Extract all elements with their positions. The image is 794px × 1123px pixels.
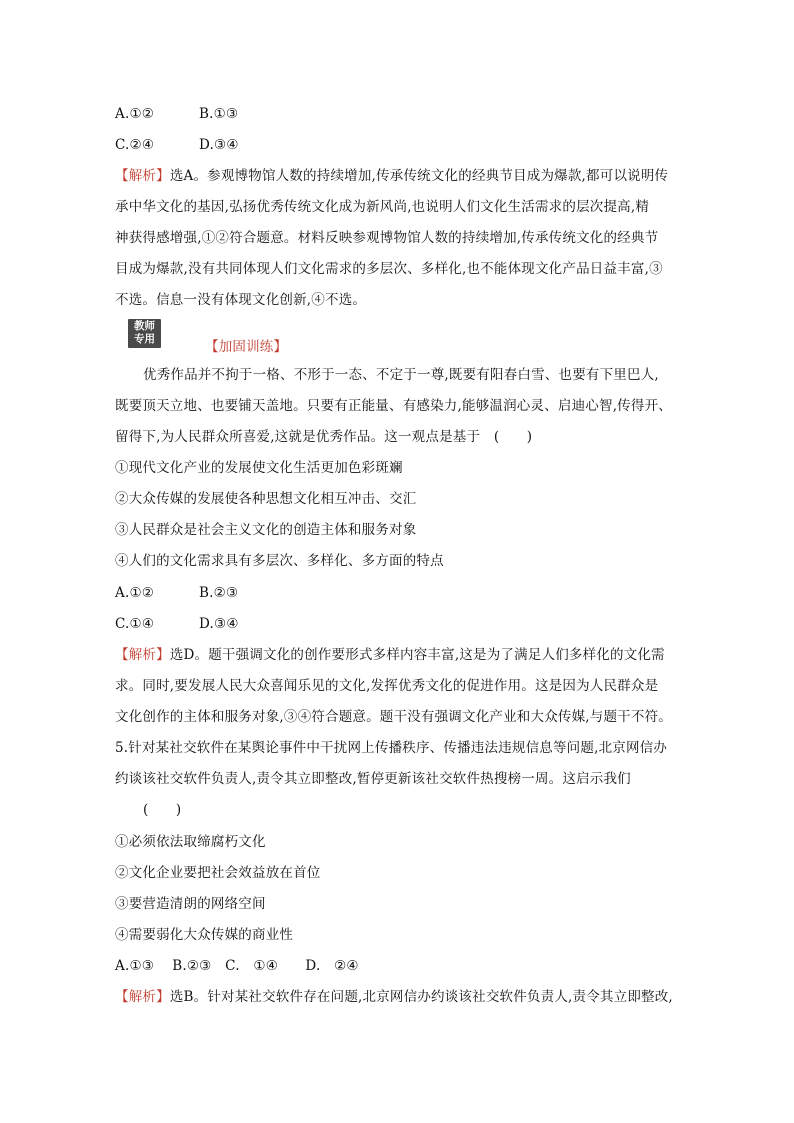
analysis-line: 文化创作的主体和服务对象,③④符合题意。题干没有强调文化产业和大众传媒,与题干不符。	[115, 709, 672, 725]
option-b: B.①③	[199, 106, 239, 122]
options-row-2	[115, 135, 239, 155]
option-c: C.①④	[115, 616, 155, 632]
analysis-tag: 【解析】	[115, 989, 170, 1005]
option-a: A.①②	[115, 106, 155, 122]
analysis-line: 【解析】选D。题干强调文化的创作要形式多样内容丰富,这是为了满足人们多样化的文化需	[115, 647, 665, 663]
question-line: 既要顶天立地、也要铺天盖地。只要有正能量、有感染力,能够温润心灵、启迪心智,传得开、	[115, 398, 672, 414]
analysis-line: 求。同时,要发展人民大众喜闻乐见的文化,发挥优秀文化的促进作用。这是因为人民群众是	[115, 678, 659, 694]
option-c: C.②④	[115, 137, 155, 153]
question-line: 优秀作品并不拘于一格、不形于一态、不定于一尊,既要有阳春白雪、也要有下里巴人,	[143, 367, 659, 383]
options-row-1	[115, 583, 238, 603]
answer-bracket: ( )	[143, 802, 182, 818]
option-d: D.③④	[199, 616, 239, 632]
section-title: 【加固训练】	[205, 339, 288, 355]
choice-item: ①现代文化产业的发展使文化生活更加色彩斑斓	[115, 460, 403, 476]
option-a: A.①②	[115, 585, 155, 601]
analysis-line: 【解析】选A。参观博物馆人数的持续增加,传承传统文化的经典节目成为爆款,都可以说明传	[115, 168, 669, 184]
choice-item: ③人民群众是社会主义文化的创造主体和服务对象	[115, 522, 417, 538]
choice-item: ④需要弱化大众传媒的商业性	[115, 927, 294, 943]
choice-item: ③要营造清朗的网络空间	[115, 896, 266, 912]
choice-item: ②文化企业要把社会效益放在首位	[115, 865, 321, 881]
options-row-2	[115, 614, 239, 634]
analysis-line: 【解析】选B。针对某社交软件存在问题,北京网信办约谈该社交软件负责人,责令其立即整改,	[115, 989, 673, 1005]
choice-item: ②大众传媒的发展使各种思想文化相互冲击、交汇	[115, 491, 417, 507]
choice-item: ④人们的文化需求具有多层次、多样化、多方面的特点	[115, 553, 444, 569]
analysis-line: 目成为爆款,没有共同体现人们文化需求的多层次、多样化,也不能体现文化产品日益丰富,③	[115, 261, 663, 277]
analysis-line: 神获得感增强,①②符合题意。材料反映参观博物馆人数的持续增加,传承传统文化的经典节	[115, 230, 659, 246]
option-d: D.③④	[199, 137, 239, 153]
option-b: B.②③	[199, 585, 239, 601]
analysis-tag: 【解析】	[115, 168, 170, 184]
options-row-1	[115, 104, 238, 124]
question-line: 5.针对某社交软件在某舆论事件中干扰网上传播秩序、传播违法违规信息等问题,北京网信办	[115, 740, 668, 756]
question-line: 留得下,为人民群众所喜爱,这就是优秀作品。这一观点是基于 ( )	[115, 429, 533, 445]
choice-item: ①必须依法取缔腐朽文化	[115, 834, 266, 850]
analysis-line: 不选。信息一没有体现文化创新,④不选。	[115, 292, 367, 308]
question-line: 约谈该社交软件负责人,责令其立即整改,暂停更新该社交软件热搜榜一周。这启示我们	[115, 771, 631, 787]
teacher-only-stamp: 教师 专用	[128, 319, 161, 348]
analysis-tag: 【解析】	[115, 647, 170, 663]
analysis-line: 承中华文化的基因,弘扬优秀传统文化成为新风尚,也说明人们文化生活需求的层次提高,精	[115, 199, 650, 215]
options-row: A.①③ B.②③ C. ①④ D. ②④	[115, 958, 359, 974]
